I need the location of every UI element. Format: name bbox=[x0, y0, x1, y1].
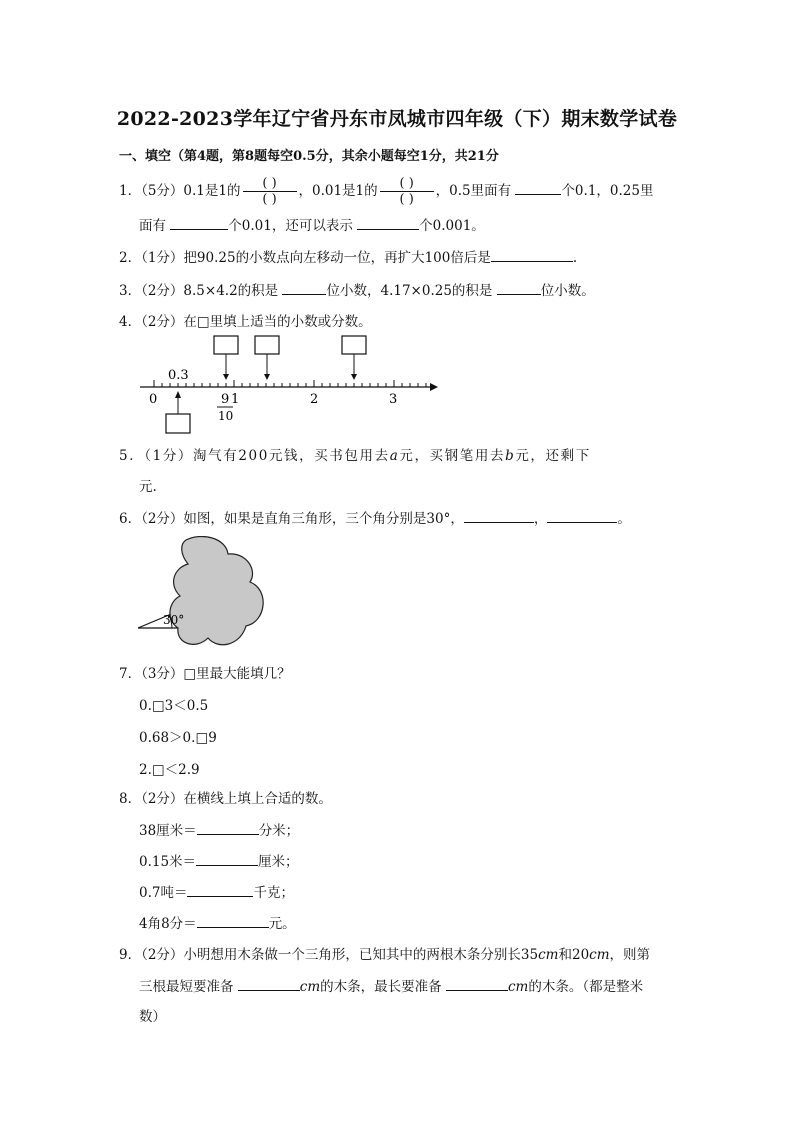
question-8-item: 4角8分＝ 元。 bbox=[139, 913, 296, 934]
answer-blank[interactable] bbox=[170, 215, 228, 230]
arrow-head bbox=[223, 374, 229, 380]
question-6: 6．（2分）如图，如果是直角三角形，三个角分别是30°， ， 。 bbox=[119, 508, 631, 529]
answer-box[interactable] bbox=[255, 336, 279, 354]
question-1-line-2: 面有 个0.01，还可以表示 个0.001。 bbox=[139, 215, 485, 236]
question-7-item: 0.68＞0.□9 bbox=[139, 730, 217, 746]
answer-blank[interactable] bbox=[197, 913, 269, 928]
number-line-figure bbox=[130, 330, 440, 438]
arrow-head bbox=[351, 374, 357, 380]
answer-box[interactable] bbox=[166, 414, 190, 433]
answer-blank[interactable] bbox=[196, 851, 258, 866]
question-8-item: 0.7吨＝ 千克； bbox=[139, 882, 294, 903]
answer-blank[interactable] bbox=[282, 280, 326, 295]
tick-marks bbox=[154, 380, 426, 387]
answer-blank[interactable] bbox=[238, 976, 300, 991]
question-9-line-3: 数） bbox=[139, 1009, 166, 1025]
fraction-denominator: 10 bbox=[218, 409, 234, 423]
answer-blank[interactable] bbox=[446, 976, 508, 991]
question-2: 2．（1分）把90.25的小数点向左移动一位，再扩大100倍后是 . bbox=[119, 247, 577, 268]
cloud-cover bbox=[170, 536, 263, 644]
question-7-item: 2.□＜2.9 bbox=[139, 762, 200, 778]
question-5-line-1: 5．（1分）淘气有200元钱，买书包用去a元，买钢笔用去b元，还剩下 bbox=[119, 448, 591, 464]
question-7: 7．（3分）□里最大能填几？ bbox=[119, 666, 291, 682]
question-8-item: 38厘米＝ 分米； bbox=[139, 820, 299, 841]
answer-blank[interactable] bbox=[497, 280, 541, 295]
question-5-line-2: 元. bbox=[139, 479, 157, 495]
answer-blank[interactable] bbox=[197, 820, 259, 835]
triangle-cloud-figure bbox=[136, 536, 276, 654]
answer-blank[interactable] bbox=[547, 508, 617, 523]
answer-blank[interactable] bbox=[464, 508, 534, 523]
question-8-item: 0.15米＝ 厘米； bbox=[139, 851, 299, 872]
arrow-head bbox=[264, 374, 270, 380]
question-7-item: 0.□3＜0.5 bbox=[139, 698, 209, 714]
fraction-blank[interactable]: $\frac{( )}{( )}$ bbox=[243, 176, 297, 207]
fraction-blank[interactable]: $\frac{( )}{( )}$ bbox=[380, 176, 434, 207]
arrow-head bbox=[175, 391, 181, 398]
axis-arrow bbox=[430, 383, 438, 391]
question-4: 4．（2分）在□里填上适当的小数或分数。 bbox=[119, 314, 372, 330]
question-3: 3．（2分）8.5×4.2的积是 位小数，4.17×0.25的积是 位小数。 bbox=[119, 280, 595, 301]
answer-blank[interactable] bbox=[491, 247, 573, 262]
angle-label: 30° bbox=[163, 613, 185, 627]
answer-box[interactable] bbox=[214, 336, 238, 354]
tick-label-2: 2 bbox=[310, 392, 319, 407]
answer-blank[interactable] bbox=[187, 882, 253, 897]
given-value-label: 0.3 bbox=[168, 368, 189, 383]
question-1-line-1: 1．（5分）0.1是1的 $\frac{( )}{( )}$ ，0.01是1的 $\frac{( )}{( )}$ ，0.5里面有 个0.1，0.25里 bbox=[119, 176, 654, 207]
question-9-line-1: 9．（2分）小明想用木条做一个三角形，已知其中的两根木条分别长35cm和20cm，则第 bbox=[119, 947, 651, 963]
section-heading: 一、填空（第4题，第8题每空0.5分，其余小题每空1分，共21分 bbox=[119, 149, 499, 164]
answer-box[interactable] bbox=[342, 336, 366, 354]
answer-blank[interactable] bbox=[357, 215, 419, 230]
page-title: 2022-2023学年辽宁省丹东市凤城市四年级（下）期末数学试卷 bbox=[116, 108, 678, 130]
fraction-numerator: 9 bbox=[221, 392, 230, 407]
tick-label-0: 0 bbox=[149, 392, 158, 407]
question-9-line-2: 三根最短要准备 cm的木条，最长要准备 cm的木条。（都是整米 bbox=[139, 976, 643, 997]
answer-blank[interactable] bbox=[515, 180, 561, 195]
tick-label-1: 1 bbox=[231, 392, 240, 407]
question-8: 8．（2分）在横线上填上合适的数。 bbox=[119, 791, 332, 807]
tick-label-3: 3 bbox=[389, 392, 398, 407]
